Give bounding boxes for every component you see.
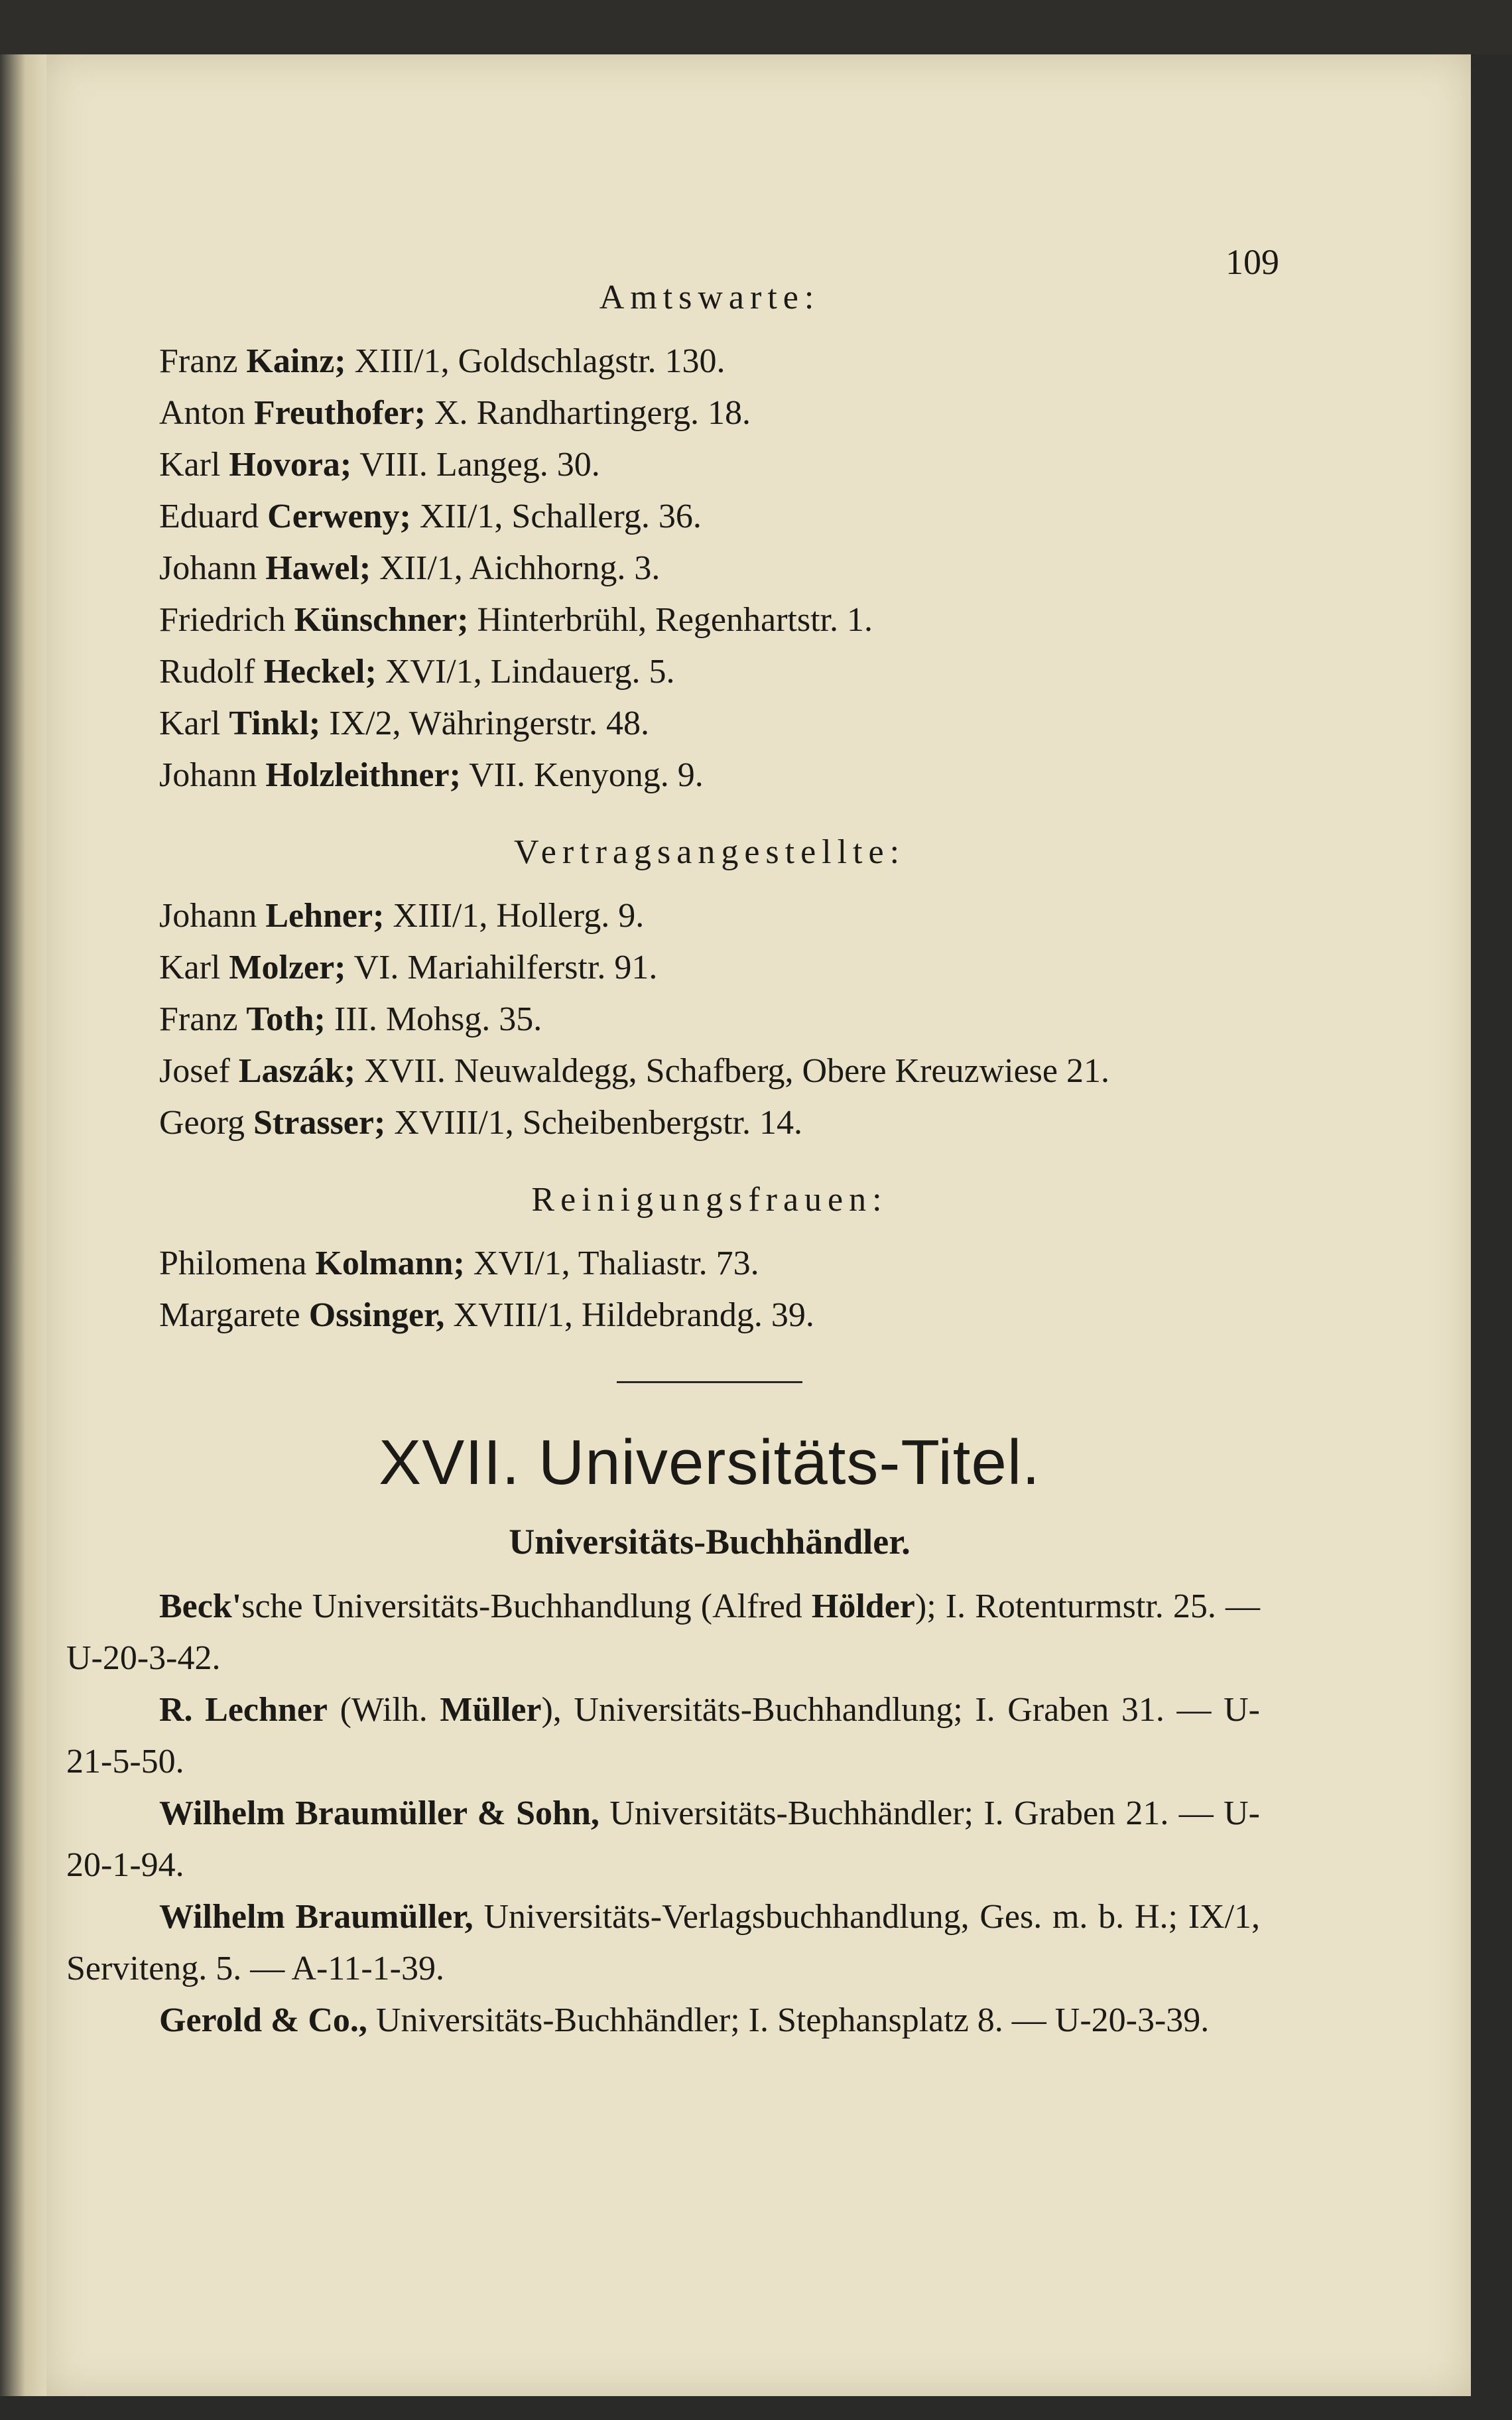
chapter-subheading: Universitäts-Buchhändler. <box>509 1522 911 1562</box>
book-spine <box>0 54 46 2396</box>
list-item: Gerold & Co., Universitäts-Buchhändler; I. Stephansplatz 8. — U-20-3-39. <box>159 2001 1210 2039</box>
list-item: Georg Strasser; XVIII/1, Scheibenbergstr. 14. <box>159 1104 802 1142</box>
list-item: Rudolf Heckel; XVI/1, Lindauerg. 5. <box>159 653 675 691</box>
list-item: R. Lechner (Wilh. Müller), Universitäts-Buchhandlung; I. Graben 31. — U-21-5-50. <box>66 1691 1260 1781</box>
list-item: Johann Holzleithner; VII. Kenyong. 9. <box>159 756 704 794</box>
list-item: Philomena Kolmann; XVI/1, Thaliastr. 73. <box>159 1244 759 1282</box>
list-item: Josef Laszák; XVII. Neuwaldegg, Schafberg, Obere Kreuzwiese 21. <box>159 1052 1109 1090</box>
list-item: Eduard Cerweny; XII/1, Schallerg. 36. <box>159 498 702 535</box>
list-item: Wilhelm Braumüller, Universitäts-Verlagsbuchhandlung, Ges. m. b. H.; IX/1, Serviteng. 5. — A-11-1-39. <box>66 1898 1261 1987</box>
page-number: 109 <box>1226 242 1279 282</box>
list-item: Karl Tinkl; IX/2, Währingerstr. 48. <box>159 705 650 742</box>
bookseller-list <box>66 1581 1261 2047</box>
scan-top-border <box>0 0 1512 54</box>
page-content <box>66 272 1261 2047</box>
list-item: Karl Molzer; VI. Mariahilferstr. 91. <box>159 949 658 986</box>
chapter-title: XVII. Universitäts-Titel. <box>379 1427 1040 1498</box>
section-heading-reinigungsfrauen: Reinigungsfrauen: <box>531 1181 888 1219</box>
list-item: Franz Kainz; XIII/1, Goldschlagstr. 130. <box>159 342 725 380</box>
list-item: Karl Hovora; VIII. Langeg. 30. <box>159 446 600 484</box>
section-heading-vertragsangestellte: Vertragsangestellte: <box>513 833 906 871</box>
list-item: Anton Freuthofer; X. Randhartingerg. 18. <box>159 394 751 432</box>
list-item: Franz Toth; III. Mohsg. 35. <box>159 1000 542 1038</box>
list-reinigungsfrauen <box>159 1238 1260 1341</box>
list-item: Wilhelm Braumüller & Sohn, Universitäts-Buchhändler; I. Graben 21. — U-20-1-94. <box>66 1794 1260 1884</box>
list-item: Johann Hawel; XII/1, Aichhorng. 3. <box>159 549 661 587</box>
list-item: Johann Lehner; XIII/1, Hollerg. 9. <box>159 897 645 935</box>
section-divider <box>617 1381 802 1383</box>
list-vertragsangestellte <box>159 890 1260 1149</box>
list-item: Margarete Ossinger, XVIII/1, Hildebrandg. 39. <box>159 1296 814 1334</box>
section-heading-amtswarte: Amtswarte: <box>599 279 820 316</box>
list-item: Friedrich Künschner; Hinterbrühl, Regenhartstr. 1. <box>159 601 873 639</box>
list-amtswarte <box>159 336 1260 801</box>
list-item: Beck'sche Universitäts-Buchhandlung (Alfred Hölder); I. Rotenturmstr. 25. — U-20-3-42. <box>66 1587 1260 1677</box>
